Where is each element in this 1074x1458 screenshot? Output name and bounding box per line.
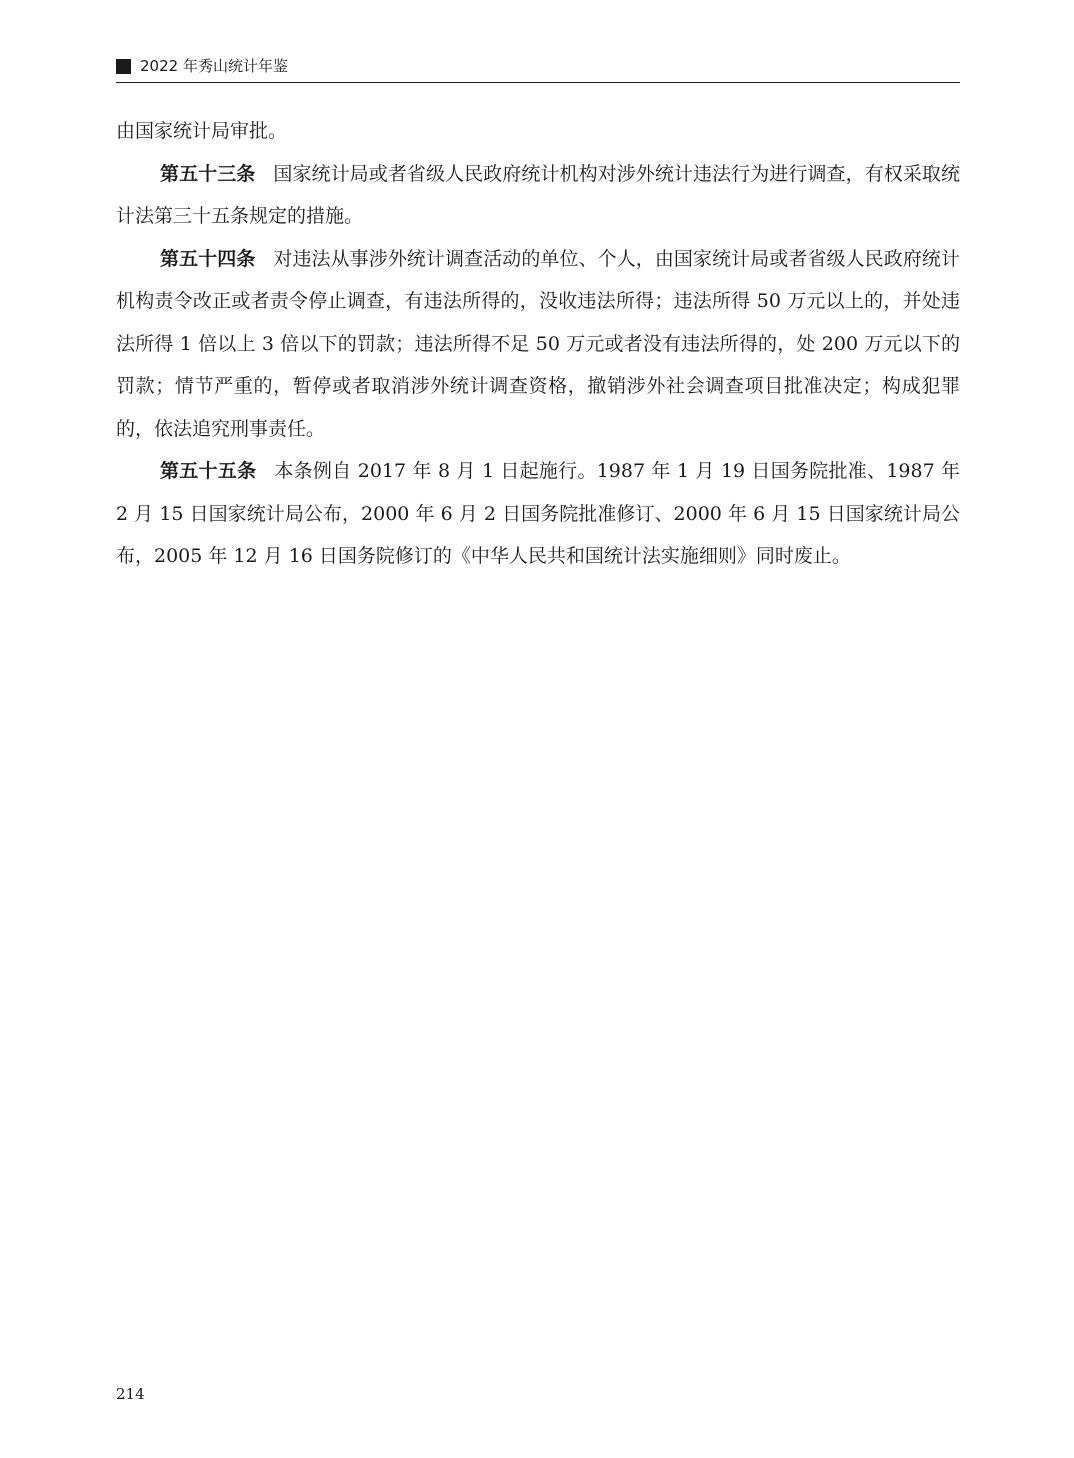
- article-label: 第五十五条: [160, 460, 257, 482]
- article-label: 第五十四条: [160, 247, 256, 270]
- page-number: 214: [116, 1385, 145, 1403]
- article-text: 本条例自 2017 年 8 月 1 日起施行。1987 年 1 月 19 日国务院批准、1987 年 2 月 15 日国家统计局公布，2000 年 6 月 2 日国务院批准修订、2000 年 6 月 15 日国家统计局公布，2005 年 12 月 16 日国务院修订的《中华人民共和国统计法实施细则》同时废止。: [116, 460, 960, 567]
- header-square-marker: [116, 59, 131, 74]
- article-text: 国家统计局或者省级人民政府统计机构对涉外统计违法行为进行调查，有权采取统计法第三十五条规定的措施。: [116, 162, 960, 227]
- article-55: [116, 450, 960, 578]
- running-header: [116, 56, 960, 83]
- article-54: [116, 238, 960, 451]
- header-title: 2022 年秀山统计年鉴: [140, 57, 288, 75]
- paragraph-continuation: [116, 110, 960, 153]
- article-53: [116, 153, 960, 238]
- paragraph-text: 由国家统计局审批。: [116, 120, 288, 142]
- article-text: 对违法从事涉外统计调查活动的单位、个人，由国家统计局或者省级人民政府统计机构责令改正或者责令停止调查，有违法所得的，没收违法所得；违法所得 50 万元以上的，并处违法所得 1 倍以上 3 倍以下的罚款；违法所得不足 50 万元或者没有违法所得的，处 200 万元以下的罚款；情节严重的，暂停或者取消涉外统计调查资格，撤销涉外社会调查项目批准决定；构成犯罪的，依法追究刑事责任。: [116, 247, 960, 440]
- document-body: [116, 110, 960, 578]
- article-label: 第五十三条: [160, 162, 256, 185]
